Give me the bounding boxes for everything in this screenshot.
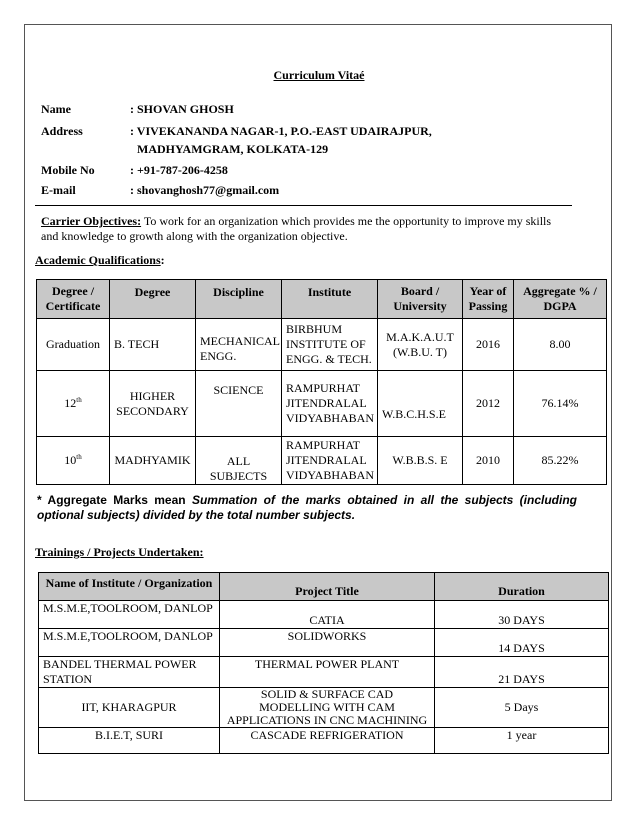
col-header-degree: Degree [110, 280, 196, 319]
cell-duration: 5 Days [435, 688, 609, 728]
cell-duration: 14 DAYS [435, 629, 609, 657]
cell-institute: RAMPURHAT JITENDRALAL VIDYABHABAN [282, 371, 378, 437]
col-header-institute: Institute [282, 280, 378, 319]
table-row [39, 688, 609, 728]
col-header-duration: Duration [435, 573, 609, 601]
col-header-organization: Name of Institute / Organization [39, 573, 220, 601]
col-header-project: Project Title [220, 573, 435, 601]
name-value: : SHOVAN GHOSH [130, 102, 234, 116]
mobile-value: : +91-787-206-4258 [130, 163, 228, 177]
table-row [39, 657, 609, 688]
cell-duration: 1 year [435, 728, 609, 754]
cell-organization: M.S.M.E,TOOLROOM, DANLOP [39, 629, 220, 657]
col-header-year: Year of Passing [463, 280, 514, 319]
cell-discipline: ALL SUBJECTS [196, 437, 282, 485]
trainings-header-row [39, 573, 609, 601]
cell-discipline: MECHANICAL ENGG. [196, 319, 282, 371]
email-value: : shovanghosh77@gmail.com [130, 183, 280, 197]
document-title: Curriculum Vitaé [273, 68, 365, 82]
cell-institute: RAMPURHAT JITENDRALAL VIDYABHABAN [282, 437, 378, 485]
address-value: : VIVEKANANDA NAGAR-1, P.O.-EAST UDAIRAJPUR, [130, 124, 432, 138]
cell-institute: BIRBHUM INSTITUTE OF ENGG. & TECH. [282, 319, 378, 371]
cell-board: W.B.C.H.S.E [378, 371, 463, 437]
cell-project: SOLIDWORKS [220, 629, 435, 657]
cell-year: 2010 [463, 437, 514, 485]
table-row [37, 437, 607, 485]
career-objective [41, 214, 571, 244]
cell-year: 2012 [463, 371, 514, 437]
cell-aggregate: 85.22% [514, 437, 607, 485]
cell-board: M.A.K.A.U.T (W.B.U. T) [378, 319, 463, 371]
cell-duration: 21 DAYS [435, 657, 609, 688]
name-label: Name [41, 102, 71, 116]
cell-organization: M.S.M.E,TOOLROOM, DANLOP [39, 601, 220, 629]
cell-board: W.B.B.S. E [378, 437, 463, 485]
cell-aggregate: 8.00 [514, 319, 607, 371]
cell-aggregate: 76.14% [514, 371, 607, 437]
table-row [39, 728, 609, 754]
cell-degree: B. TECH [110, 319, 196, 371]
cell-project: CASCADE REFRIGERATION [220, 728, 435, 754]
table-row [39, 629, 609, 657]
table-row [39, 601, 609, 629]
mobile-label: Mobile No [41, 163, 95, 177]
cell-degree: MADHYAMIK [110, 437, 196, 485]
objective-text: To work for an organization which provides me the opportunity to improve my skills and knowledge to growth along with the organization objective. [41, 214, 552, 243]
section-divider [35, 205, 572, 206]
cell-organization: B.I.E.T, SURI [39, 728, 220, 754]
table-row [37, 319, 607, 371]
objective-label: Carrier Objectives: [41, 214, 142, 228]
cell-organization: BANDEL THERMAL POWER STATION [39, 657, 220, 688]
academic-table [36, 279, 607, 485]
cell-degree: HIGHER SECONDARY [110, 371, 196, 437]
cell-project: SOLID & SURFACE CAD MODELLING WITH CAM APPLICATIONS IN CNC MACHINING [220, 688, 435, 728]
col-header-board: Board / University [378, 280, 463, 319]
col-header-discipline: Discipline [196, 280, 282, 319]
col-header-certificate: Degree / Certificate [37, 280, 110, 319]
cell-certificate: Graduation [37, 319, 110, 371]
cell-organization: IIT, KHARAGPUR [39, 688, 220, 728]
cell-certificate: 12th [37, 371, 110, 437]
aggregate-note: * Aggregate Marks mean Summation of the marks obtained in all the subjects (including optional subjects) divided by the total number subjects. [37, 493, 577, 522]
trainings-heading: Trainings / Projects Undertaken: [35, 545, 204, 559]
address-label: Address [41, 124, 83, 138]
trainings-table [38, 572, 609, 754]
cell-certificate: 10th [37, 437, 110, 485]
col-header-aggregate: Aggregate % / DGPA [514, 280, 607, 319]
cell-year: 2016 [463, 319, 514, 371]
academic-header-row [37, 280, 607, 319]
email-label: E-mail [41, 183, 76, 197]
academic-heading: Academic Qualifications: [35, 253, 165, 267]
cell-discipline: SCIENCE [196, 371, 282, 437]
cell-duration: 30 DAYS [435, 601, 609, 629]
table-row [37, 371, 607, 437]
cell-project: CATIA [220, 601, 435, 629]
address-value-line2: MADHYAMGRAM, KOLKATA-129 [137, 142, 329, 156]
cell-project: THERMAL POWER PLANT [220, 657, 435, 688]
